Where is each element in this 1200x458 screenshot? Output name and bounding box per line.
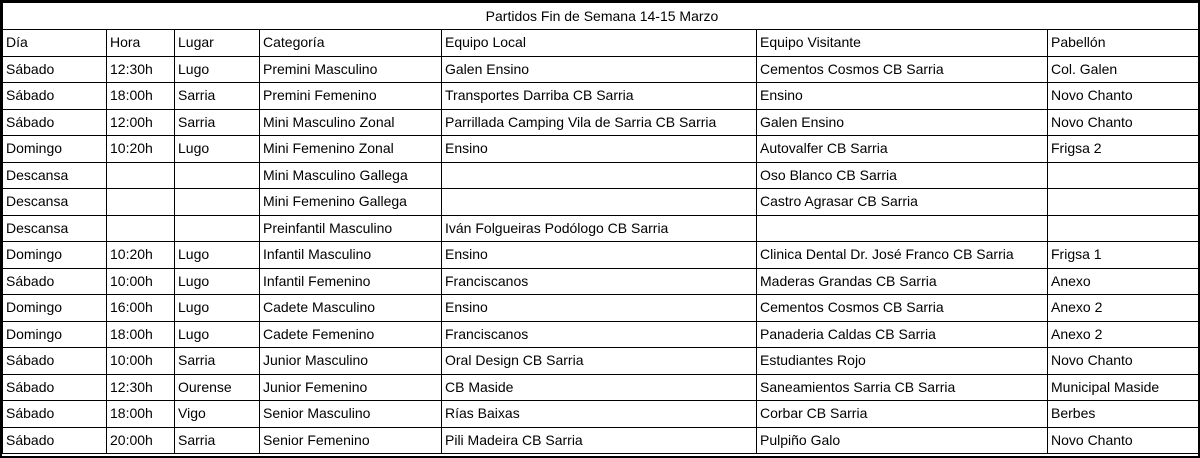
cell-hora: 12:30h bbox=[107, 374, 175, 401]
cell-equipo-visitante: Estudiantes Rojo bbox=[757, 348, 1048, 375]
cell-categoria: Junior Masculino bbox=[260, 348, 442, 375]
cell-categoria: Senior Femenino bbox=[260, 427, 442, 454]
cell-equipo-visitante: Galen Ensino bbox=[757, 109, 1048, 136]
table-row bbox=[3, 295, 1199, 322]
cell-equipo-local bbox=[442, 189, 757, 216]
cell-hora bbox=[107, 215, 175, 242]
cell-lugar: Lugo bbox=[175, 321, 260, 348]
cell-equipo-visitante: Maderas Grandas CB Sarria bbox=[757, 268, 1048, 295]
cell-equipo-local: Ensino bbox=[442, 242, 757, 269]
cell-equipo-visitante bbox=[757, 215, 1048, 242]
cell-lugar: Lugo bbox=[175, 268, 260, 295]
cell-pabellon: Berbes bbox=[1048, 401, 1199, 428]
cell-equipo-local: Parrillada Camping Vila de Sarria CB Sarria bbox=[442, 109, 757, 136]
table-row bbox=[3, 374, 1199, 401]
cell-lugar bbox=[175, 162, 260, 189]
cell-hora: 10:00h bbox=[107, 268, 175, 295]
cell-equipo-local: Iván Folgueiras Podólogo CB Sarria bbox=[442, 215, 757, 242]
cell-equipo-visitante: Saneamientos Sarria CB Sarria bbox=[757, 374, 1048, 401]
cell-categoria: Mini Masculino Gallega bbox=[260, 162, 442, 189]
cell-equipo-visitante: Pulpiño Galo bbox=[757, 427, 1048, 454]
cell-categoria: Infantil Masculino bbox=[260, 242, 442, 269]
cell-pabellon: Frigsa 1 bbox=[1048, 242, 1199, 269]
cell-equipo-local: Franciscanos bbox=[442, 268, 757, 295]
cell-dia: Descansa bbox=[3, 215, 107, 242]
cell-equipo-visitante: Cementos Cosmos CB Sarria bbox=[757, 295, 1048, 322]
header-equipo-local: Equipo Local bbox=[442, 30, 757, 57]
cell-categoria: Cadete Femenino bbox=[260, 321, 442, 348]
cell-pabellon: Novo Chanto bbox=[1048, 348, 1199, 375]
table-row bbox=[3, 321, 1199, 348]
cell-equipo-local: Franciscanos bbox=[442, 321, 757, 348]
header-categoria: Categoría bbox=[260, 30, 442, 57]
cell-hora: 12:30h bbox=[107, 56, 175, 83]
cell-pabellon: Municipal Maside bbox=[1048, 374, 1199, 401]
cell-categoria: Junior Femenino bbox=[260, 374, 442, 401]
cell-pabellon: Col. Galen bbox=[1048, 56, 1199, 83]
cell-equipo-visitante: Cementos Cosmos CB Sarria bbox=[757, 56, 1048, 83]
cell-hora: 10:20h bbox=[107, 242, 175, 269]
cell-equipo-visitante: Panaderia Caldas CB Sarria bbox=[757, 321, 1048, 348]
cell-dia: Sábado bbox=[3, 427, 107, 454]
cell-categoria: Mini Masculino Zonal bbox=[260, 109, 442, 136]
cell-lugar bbox=[175, 215, 260, 242]
header-equipo-visitante: Equipo Visitante bbox=[757, 30, 1048, 57]
table-row bbox=[3, 56, 1199, 83]
header-pabellon: Pabellón bbox=[1048, 30, 1199, 57]
cell-pabellon: Novo Chanto bbox=[1048, 109, 1199, 136]
cell-equipo-local: Pili Madeira CB Sarria bbox=[442, 427, 757, 454]
cell-pabellon: Novo Chanto bbox=[1048, 83, 1199, 110]
header-hora: Hora bbox=[107, 30, 175, 57]
schedule-table bbox=[2, 2, 1199, 454]
cell-lugar: Sarria bbox=[175, 348, 260, 375]
cell-hora bbox=[107, 189, 175, 216]
cell-equipo-visitante: Autovalfer CB Sarria bbox=[757, 136, 1048, 163]
cell-pabellon bbox=[1048, 215, 1199, 242]
cell-hora: 16:00h bbox=[107, 295, 175, 322]
cell-hora: 20:00h bbox=[107, 427, 175, 454]
cell-dia: Domingo bbox=[3, 242, 107, 269]
cell-categoria: Senior Masculino bbox=[260, 401, 442, 428]
cell-hora: 10:20h bbox=[107, 136, 175, 163]
cell-lugar: Lugo bbox=[175, 295, 260, 322]
cell-dia: Sábado bbox=[3, 268, 107, 295]
cell-equipo-local: Rías Baixas bbox=[442, 401, 757, 428]
title-row bbox=[3, 3, 1199, 30]
cell-pabellon: Anexo 2 bbox=[1048, 321, 1199, 348]
cell-dia: Sábado bbox=[3, 401, 107, 428]
cell-equipo-local: Transportes Darriba CB Sarria bbox=[442, 83, 757, 110]
header-lugar: Lugar bbox=[175, 30, 260, 57]
cell-equipo-local: Ensino bbox=[442, 136, 757, 163]
cell-equipo-local: Galen Ensino bbox=[442, 56, 757, 83]
cell-hora: 12:00h bbox=[107, 109, 175, 136]
cell-lugar: Sarria bbox=[175, 83, 260, 110]
table-row bbox=[3, 242, 1199, 269]
cell-hora: 18:00h bbox=[107, 83, 175, 110]
cell-pabellon bbox=[1048, 189, 1199, 216]
cell-pabellon bbox=[1048, 162, 1199, 189]
cell-lugar: Lugo bbox=[175, 56, 260, 83]
cell-dia: Domingo bbox=[3, 321, 107, 348]
cell-lugar bbox=[175, 189, 260, 216]
header-dia: Día bbox=[3, 30, 107, 57]
cell-dia: Descansa bbox=[3, 189, 107, 216]
cell-equipo-visitante: Castro Agrasar CB Sarria bbox=[757, 189, 1048, 216]
cell-categoria: Preinfantil Masculino bbox=[260, 215, 442, 242]
cell-dia: Sábado bbox=[3, 348, 107, 375]
cell-pabellon: Novo Chanto bbox=[1048, 427, 1199, 454]
cell-dia: Domingo bbox=[3, 295, 107, 322]
cell-dia: Sábado bbox=[3, 374, 107, 401]
header-row bbox=[3, 30, 1199, 57]
cell-dia: Sábado bbox=[3, 56, 107, 83]
table-title: Partidos Fin de Semana 14-15 Marzo bbox=[3, 3, 1199, 30]
cell-lugar: Lugo bbox=[175, 136, 260, 163]
cell-equipo-visitante: Oso Blanco CB Sarria bbox=[757, 162, 1048, 189]
cell-equipo-local bbox=[442, 162, 757, 189]
cell-dia: Sábado bbox=[3, 109, 107, 136]
cell-equipo-local: Ensino bbox=[442, 295, 757, 322]
cell-categoria: Premini Femenino bbox=[260, 83, 442, 110]
cell-categoria: Infantil Femenino bbox=[260, 268, 442, 295]
cell-lugar: Sarria bbox=[175, 109, 260, 136]
cell-hora: 10:00h bbox=[107, 348, 175, 375]
cell-equipo-visitante: Clinica Dental Dr. José Franco CB Sarria bbox=[757, 242, 1048, 269]
cell-dia: Descansa bbox=[3, 162, 107, 189]
cell-categoria: Premini Masculino bbox=[260, 56, 442, 83]
table-row bbox=[3, 427, 1199, 454]
cell-equipo-local: CB Maside bbox=[442, 374, 757, 401]
cell-categoria: Cadete Masculino bbox=[260, 295, 442, 322]
cell-lugar: Lugo bbox=[175, 242, 260, 269]
cell-equipo-local: Oral Design CB Sarria bbox=[442, 348, 757, 375]
cell-pabellon: Anexo bbox=[1048, 268, 1199, 295]
cell-dia: Sábado bbox=[3, 83, 107, 110]
table-row bbox=[3, 401, 1199, 428]
cell-dia: Domingo bbox=[3, 136, 107, 163]
table-row bbox=[3, 109, 1199, 136]
cell-hora: 18:00h bbox=[107, 321, 175, 348]
cell-categoria: Mini Femenino Zonal bbox=[260, 136, 442, 163]
cell-lugar: Vigo bbox=[175, 401, 260, 428]
table-row bbox=[3, 189, 1199, 216]
cell-equipo-visitante: Corbar CB Sarria bbox=[757, 401, 1048, 428]
table-row bbox=[3, 162, 1199, 189]
cell-pabellon: Anexo 2 bbox=[1048, 295, 1199, 322]
table-row bbox=[3, 215, 1199, 242]
cell-categoria: Mini Femenino Gallega bbox=[260, 189, 442, 216]
cell-hora: 18:00h bbox=[107, 401, 175, 428]
table-row bbox=[3, 268, 1199, 295]
table-row bbox=[3, 348, 1199, 375]
cell-equipo-visitante: Ensino bbox=[757, 83, 1048, 110]
cell-lugar: Sarria bbox=[175, 427, 260, 454]
cell-hora bbox=[107, 162, 175, 189]
table-row bbox=[3, 136, 1199, 163]
cell-lugar: Ourense bbox=[175, 374, 260, 401]
cell-pabellon: Frigsa 2 bbox=[1048, 136, 1199, 163]
table-row bbox=[3, 83, 1199, 110]
